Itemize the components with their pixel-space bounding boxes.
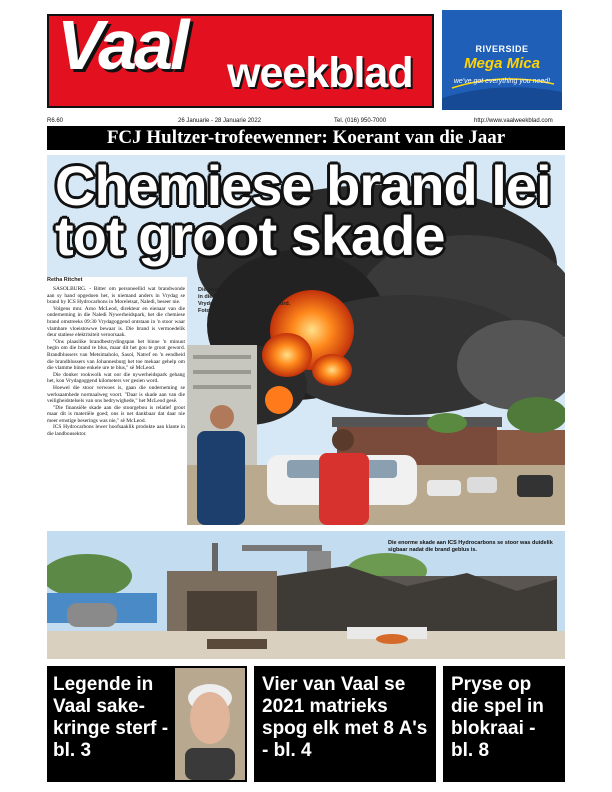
advert-brand: Mega Mica	[464, 55, 540, 72]
portrait-illustration	[175, 668, 245, 780]
advert-top: RIVERSIDE	[475, 44, 529, 54]
teaser-legend-text: Legende in Vaal sake-kringe sterf - bl. 3	[53, 674, 169, 761]
issue-dates: 26 Januarie - 28 Januarie 2022	[178, 118, 262, 124]
website-link[interactable]: http://www.vaalweekblad.com	[474, 118, 553, 124]
advert-box[interactable]	[442, 10, 562, 110]
article-paragraph: Volgens mnr. Arno McLeod, direkteur en eienaar van die onderneming in die Naledi Nywerheidspark, het die chemiese brand omstreeks 09:30 Vrydagoggend ontstaan in 'n stoor waar vlambare vloeistowwe bewaar is. Die brand is vermoedelik deur statiese elektrisiteit veroorsaak.	[47, 305, 185, 339]
article-paragraph: SASOLBURG. - Bitter om personeellid wat brandwonde aan sy hand opgedoen het, is niemand anders in Vrydag se brand by ICS Hydrocarbons in Moreletsat, Naledi, beseer nie.	[47, 286, 185, 306]
masthead-vaal: Vaal	[57, 6, 187, 84]
teaser-legend[interactable]	[47, 666, 247, 782]
main-headline	[55, 155, 565, 267]
teaser-prizes-text: Pryse op die spel in blokraai - bl. 8	[451, 674, 544, 761]
headline-line1: Chemiese brand lei	[55, 155, 551, 217]
article-paragraph: ICS Hydrocarbons lewer hoofsaaklik produkte aan klante in die landbousektor.	[47, 424, 185, 438]
masthead-weekblad: weekblad	[227, 49, 413, 97]
phone: Tel. (016) 950-7000	[334, 118, 387, 124]
article-paragraph: "Die finansiële skade aan die stoorgebou is relatief groot maar dit is materiële goed; ons is net dankbaar dat daar nie meer ernstige beserings was nie," sê McLeod.	[47, 404, 185, 424]
main-article	[47, 277, 187, 525]
teaser-matrics[interactable]	[254, 666, 436, 782]
headline-line2: tot groot skade	[55, 204, 445, 267]
award-banner: FCJ Hultzer-trofeewenner: Koerant van die Jaar	[47, 126, 565, 150]
article-paragraph: Die donker rookwolk wat oor die nywerheidspark gehang het, kon Vrydagoggend kilometers ver gesien word.	[47, 371, 185, 385]
photo-caption-2: Die enorme skade aan ICS Hydrocarbons se stoor was duidelik sigbaar nadat die brand geblus is.	[388, 540, 553, 553]
article-paragraph: Hoewel die stoor verwoes is, gaan die onderneming se werksaamhede normaalweg voort. "Daar is skade aan van die veiligheidstelsels van ons bedrywighede," het McLeod gesê.	[47, 384, 185, 405]
masthead	[47, 6, 434, 108]
advert-tagline: we've got everything you need!	[453, 78, 551, 85]
article-paragraph: "Ons plaaslike brandbestrydingspan het binne 'n minuut begin om die brand te blus, maar dit het gou te groot geword. Brandblussers van Metsimaholo, Sasol, Natref en 'n eendheid die brandblussers van Johannesburg het toe mekaar gehelp om die vlamme binne enkele ure te blus," sê McLeod.	[47, 338, 185, 372]
article-body	[47, 286, 185, 438]
photo-caption-1: Die reuse-rookwolk weens die brand in die Naledi Nywerheidspark kon Vrydag kilometers ver gesien word. Foto: Doorotte Nienaber	[198, 287, 294, 314]
article-byline: Retha Ritchet	[47, 277, 83, 283]
price: R6.60	[47, 118, 64, 124]
teaser-prizes[interactable]	[443, 666, 565, 782]
teaser-legend-photo	[175, 668, 245, 780]
teaser-matrics-text: Vier van Vaal se 2021 matrieks spog elk met 8 A's - bl. 4	[262, 674, 428, 761]
